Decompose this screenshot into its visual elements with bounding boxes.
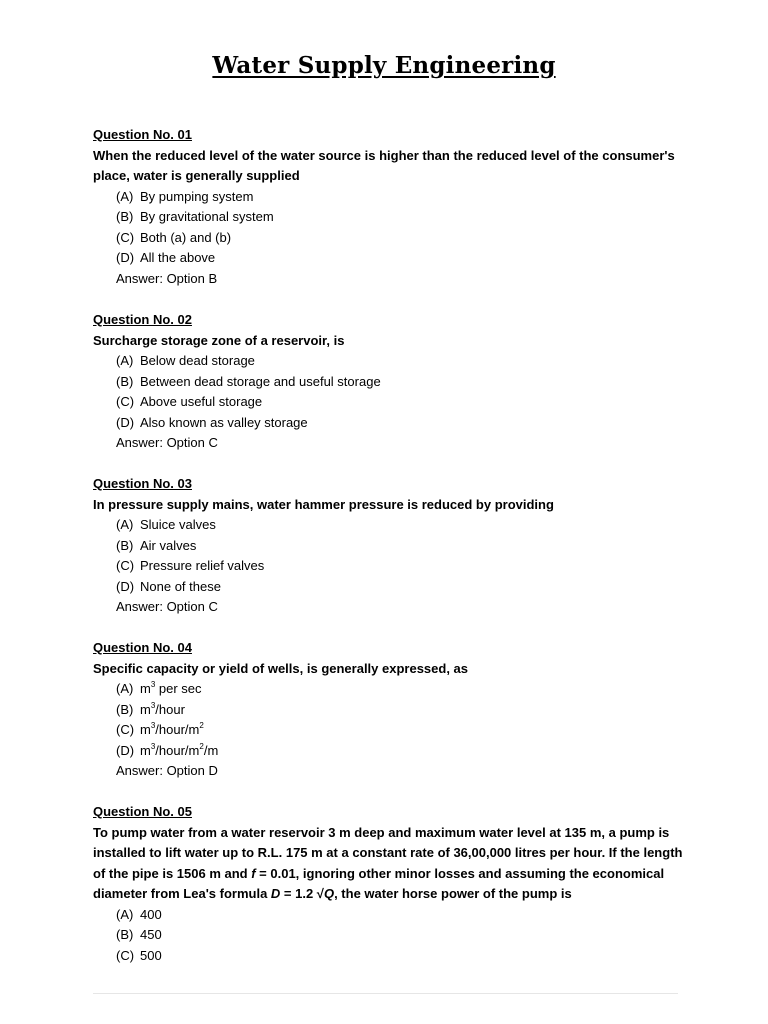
options-list	[116, 679, 693, 761]
option-item	[116, 946, 693, 967]
option-text: All the above	[140, 250, 216, 265]
option-letter: (C)	[116, 947, 135, 963]
option-item	[116, 248, 693, 269]
option-text: Sluice valves	[140, 517, 216, 532]
option-text: 500	[140, 947, 162, 963]
question-text: When the reduced level of the water source is higher than the reduced level of the consumer's place, water is generally supplied	[93, 147, 675, 183]
unit-base: m	[140, 742, 151, 758]
option-letter: (C)	[116, 558, 135, 573]
option-text: Below dead storage	[140, 353, 255, 368]
option-item	[116, 515, 693, 536]
unit-exponent: 3	[150, 680, 156, 689]
option-text: By pumping system	[140, 188, 254, 204]
diameter-symbol: D	[270, 886, 281, 901]
option-letter: (C)	[116, 722, 135, 737]
options-list	[116, 905, 693, 967]
question-text-line: installed to lift water up to R.L. 175 m at a constant rate of 36,00,000 litres per hour. If the length	[93, 845, 683, 860]
unit-base: m	[140, 722, 151, 737]
friction-factor-symbol: f	[251, 865, 256, 881]
text-segment: of the pipe is 1506 m and	[93, 865, 252, 881]
option-text: Air valves	[140, 537, 197, 553]
option-item	[116, 536, 693, 557]
option-item	[116, 187, 693, 208]
question-text-line	[93, 884, 693, 905]
option-letter: (C)	[116, 394, 135, 409]
option-text: Pressure relief valves	[140, 558, 265, 573]
question-text-line: To pump water from a water reservoir 3 m deep and maximum water level at 135 m, a pump is	[93, 824, 670, 840]
question-heading: Question No. 03	[93, 476, 192, 491]
unit-rest: /hour/m	[155, 722, 200, 737]
unit-exponent: 2	[199, 721, 204, 730]
answer-line: Answer: Option B	[116, 270, 218, 286]
unit-exponent: 2	[199, 741, 204, 751]
question-text-line	[93, 864, 693, 885]
option-letter: (D)	[116, 742, 135, 758]
option-item	[116, 577, 693, 598]
option-letter: (D)	[116, 414, 135, 430]
option-text: 400	[140, 906, 162, 922]
unit-rest: /hour/m	[155, 742, 200, 758]
option-letter: (D)	[116, 250, 135, 265]
unit-exponent: 3	[150, 700, 156, 710]
option-letter: (B)	[116, 927, 134, 942]
option-item	[116, 228, 693, 249]
answer-line: Answer: Option C	[116, 435, 218, 450]
question-heading: Question No. 01	[93, 127, 192, 142]
answer-line: Answer: Option D	[116, 763, 218, 778]
option-text: 450	[140, 927, 162, 942]
text-segment: , the water horse power of the pump is	[334, 886, 572, 901]
option-item	[116, 351, 693, 372]
option-item	[116, 556, 693, 577]
question-block	[93, 474, 693, 618]
text-segment: diameter from Lea's formula	[93, 886, 271, 901]
question-text: In pressure supply mains, water hammer pressure is reduced by providing	[93, 496, 554, 512]
unit-exponent: 3	[150, 721, 156, 730]
option-text: Above useful storage	[140, 394, 263, 409]
option-item	[116, 925, 693, 946]
option-letter: (A)	[116, 188, 134, 204]
option-item	[116, 372, 693, 393]
option-text: By gravitational system	[140, 209, 274, 224]
question-heading: Question No. 02	[93, 312, 192, 327]
option-text: Between dead storage and useful storage	[140, 373, 381, 389]
question-text: Surcharge storage zone of a reservoir, is	[93, 332, 345, 348]
option-text: Also known as valley storage	[140, 414, 308, 430]
question-block	[93, 310, 693, 454]
options-list	[116, 515, 693, 597]
text-segment: = 1.2 √	[280, 886, 324, 901]
text-segment: = 0.01, ignoring other minor losses and assuming the economical	[255, 865, 665, 881]
question-block	[93, 638, 693, 782]
option-letter: (C)	[116, 229, 135, 245]
option-item	[116, 720, 693, 741]
options-list	[116, 187, 693, 269]
unit-base: m	[140, 681, 151, 696]
page-bottom-divider	[93, 993, 678, 994]
answer-line: Answer: Option C	[116, 599, 218, 614]
option-letter: (A)	[116, 353, 134, 368]
option-text: None of these	[140, 578, 221, 594]
question-text: Specific capacity or yield of wells, is generally expressed, as	[93, 660, 469, 676]
unit-exponent: 3	[150, 741, 156, 751]
option-item	[116, 741, 693, 762]
question-heading: Question No. 05	[93, 804, 192, 819]
unit-rest: /hour	[155, 701, 185, 717]
question-heading: Question No. 04	[93, 640, 192, 655]
option-letter: (B)	[116, 373, 134, 389]
option-letter: (D)	[116, 578, 135, 594]
option-text: Both (a) and (b)	[140, 229, 232, 245]
options-list	[116, 351, 693, 433]
unit-rest: per sec	[155, 681, 202, 696]
unit-rest: /m	[203, 742, 219, 758]
option-item	[116, 392, 693, 413]
option-item	[116, 679, 693, 700]
option-item	[116, 413, 693, 434]
option-letter: (A)	[116, 517, 134, 532]
page-title: Water Supply Engineering	[212, 52, 556, 79]
option-letter: (B)	[116, 537, 134, 553]
discharge-symbol: Q	[323, 886, 335, 901]
option-item	[116, 207, 693, 228]
option-letter: (A)	[116, 681, 134, 696]
option-letter: (A)	[116, 906, 134, 922]
question-block	[93, 802, 693, 966]
option-item	[116, 905, 693, 926]
option-letter: (B)	[116, 209, 134, 224]
unit-base: m	[140, 701, 151, 717]
option-item	[116, 700, 693, 721]
question-block	[93, 125, 693, 289]
option-letter: (B)	[116, 701, 134, 717]
